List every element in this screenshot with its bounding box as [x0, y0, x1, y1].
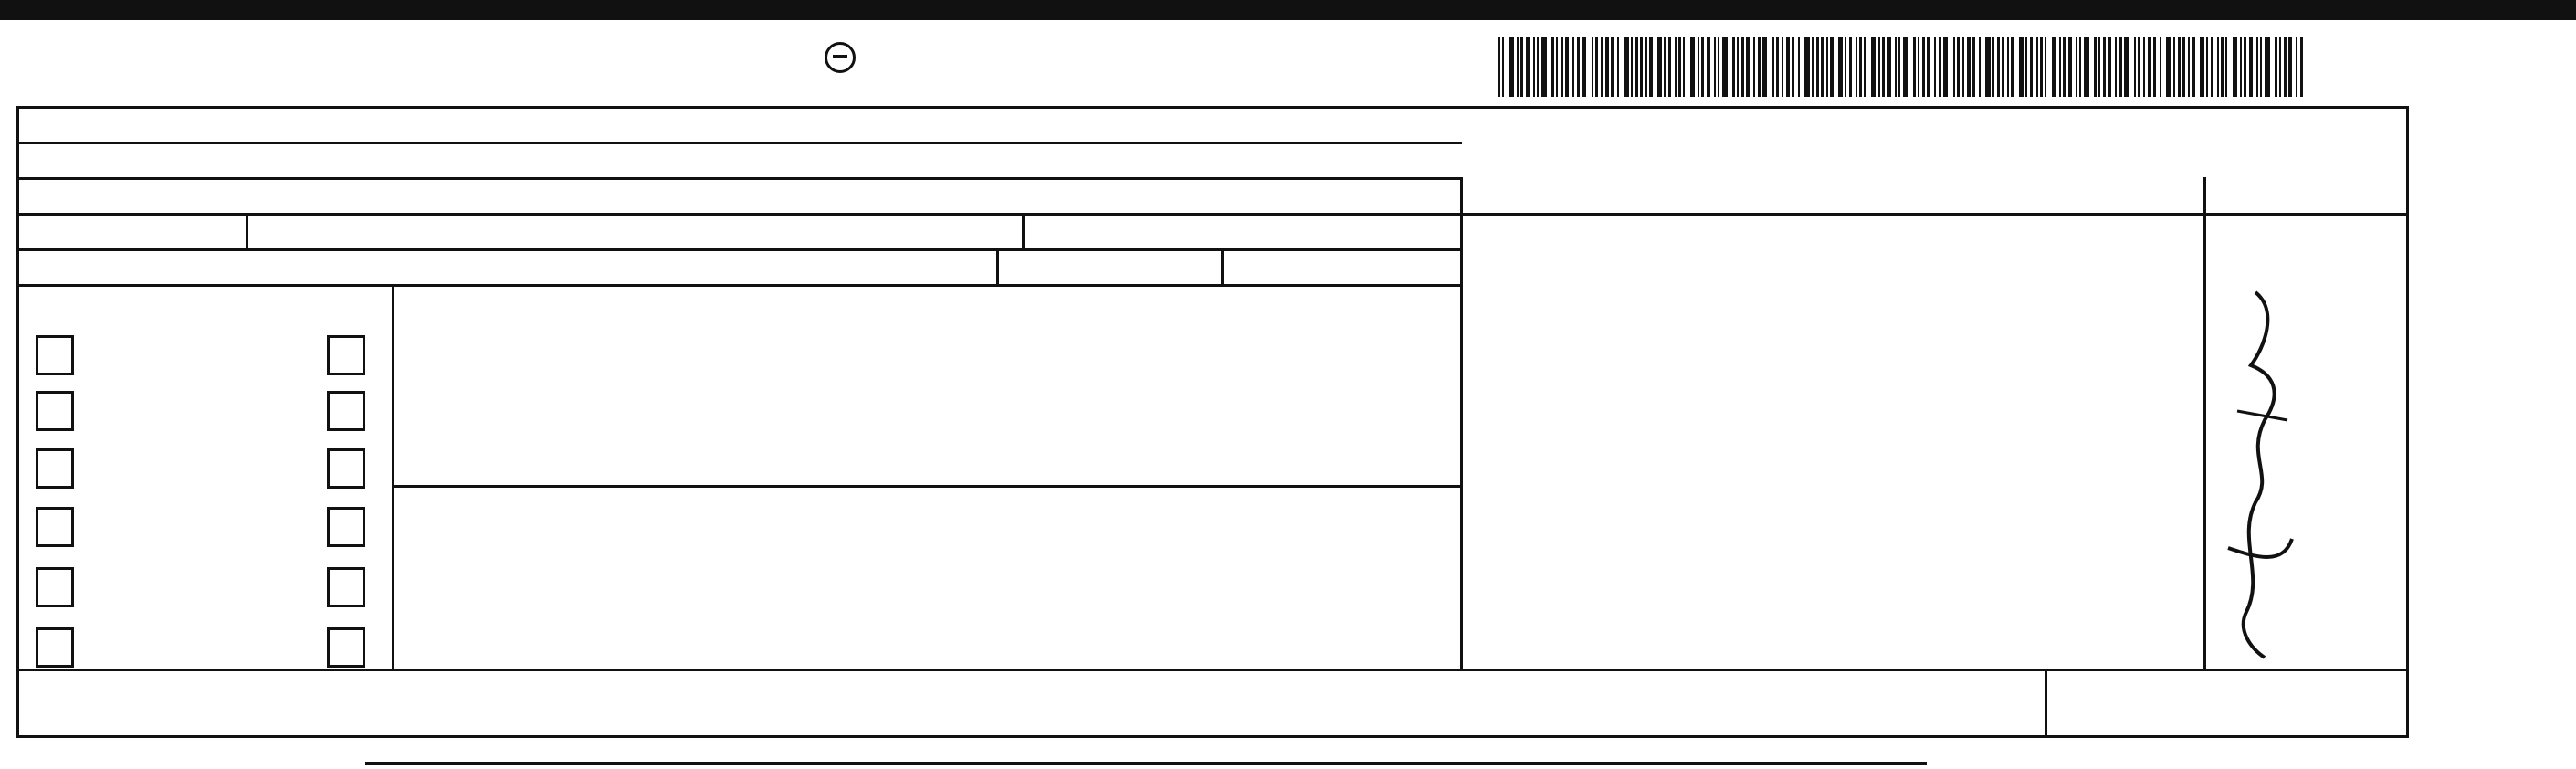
shipping-form	[16, 106, 2409, 738]
status-v1-checkbox[interactable]	[36, 507, 74, 547]
status-v1-checkbox[interactable]	[36, 448, 74, 489]
recipient-signature	[2201, 274, 2319, 667]
status-v1-checkbox[interactable]	[36, 391, 74, 431]
status-v2-checkbox[interactable]	[327, 627, 365, 668]
status-v1-checkbox[interactable]	[36, 627, 74, 668]
barcode	[1498, 37, 2306, 97]
bottom-rule	[365, 762, 1927, 765]
status-v1-checkbox[interactable]	[36, 335, 74, 375]
certipostal-logo-icon	[825, 42, 856, 73]
status-v2-checkbox[interactable]	[327, 567, 365, 607]
status-v2-checkbox[interactable]	[327, 448, 365, 489]
status-v2-checkbox[interactable]	[327, 507, 365, 547]
status-v2-checkbox[interactable]	[327, 335, 365, 375]
status-v1-checkbox[interactable]	[36, 567, 74, 607]
top-border-bar	[0, 0, 2576, 20]
status-v2-checkbox[interactable]	[327, 391, 365, 431]
